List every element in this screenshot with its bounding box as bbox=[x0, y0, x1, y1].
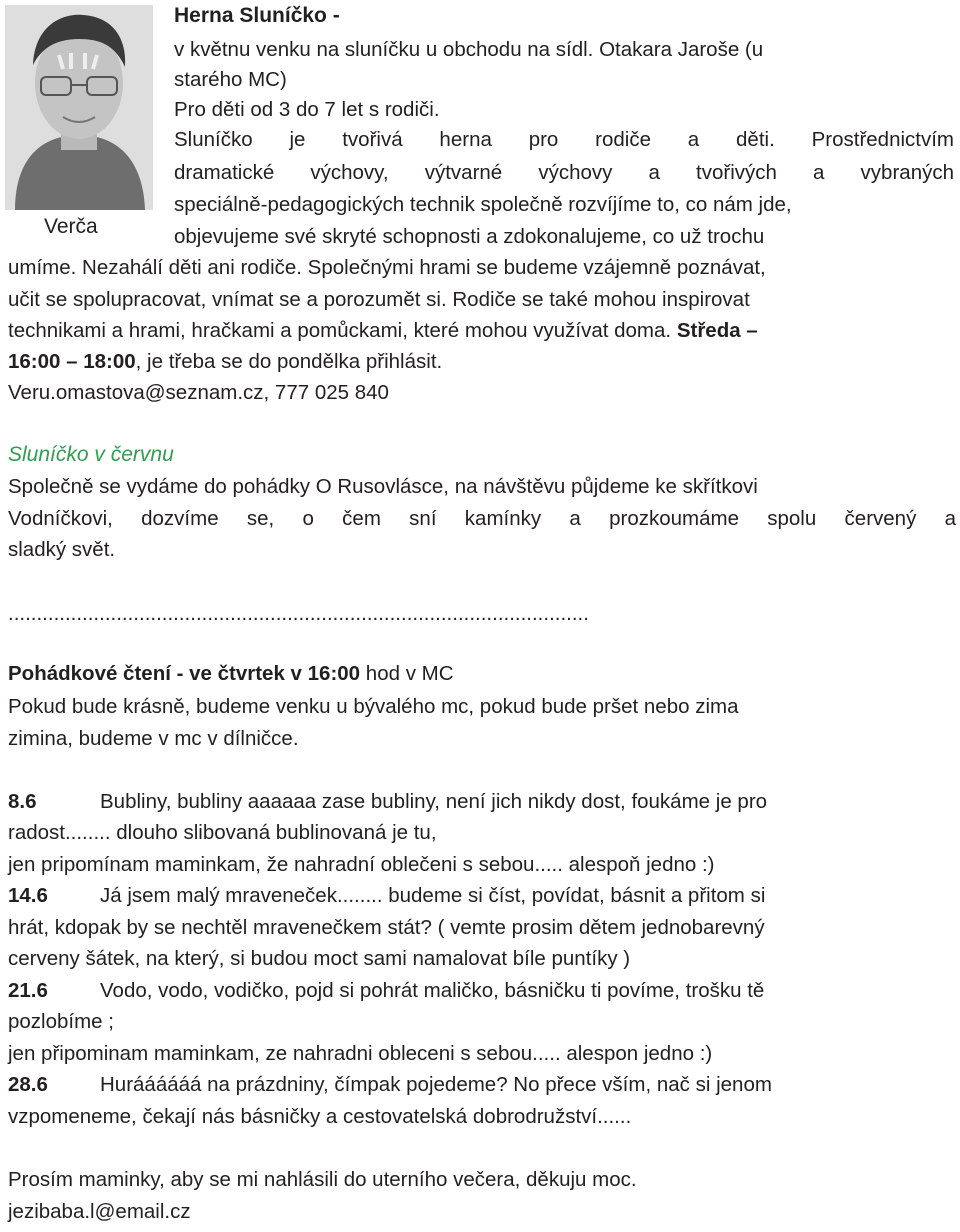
schedule-text: cerveny šátek, na který, si budou moct sami namalovat bíle puntíky ) bbox=[8, 947, 631, 970]
schedule-item: 8.6 Bubliny, bubliny aaaaaa zase bubliny, není jich nikdy dost, foukáme je pro bbox=[8, 790, 768, 813]
schedule-item: 21.6 Vodo, vodo, vodičko, pojd si pohrát maličko, básničku ti povíme, trošku tě bbox=[8, 979, 765, 1002]
herna-line: Pro děti od 3 do 7 let s rodiči. bbox=[174, 98, 440, 121]
herna-line: objevujeme své skryté schopnosti a zdokonalujeme, co už trochu bbox=[174, 225, 765, 248]
schedule-text: jen připominam maminkam, ze nahradni obleceni s sebou..... alespon jedno :) bbox=[8, 1042, 713, 1065]
cerven-line: Vodníčkovi, dozvíme se, o čem sní kamínky a prozkoumáme spolu červený a bbox=[8, 507, 956, 530]
schedule-text: radost........ dlouho slibovaná bublinovaná je tu, bbox=[8, 821, 437, 844]
herna-title: Herna Sluníčko - bbox=[174, 4, 340, 27]
herna-paragraph-line: umíme. Nezahálí děti ani rodiče. Společnými hrami se budeme vzájemně poznávat, bbox=[8, 256, 766, 279]
herna-line: starého MC) bbox=[174, 68, 287, 91]
schedule-date: 8.6 bbox=[8, 790, 37, 813]
herna-line: speciálně-pedagogických technik společně rozvíjíme to, co nám jde, bbox=[174, 193, 792, 216]
schedule-date: 14.6 bbox=[8, 884, 48, 907]
schedule-date: 28.6 bbox=[8, 1073, 48, 1096]
cerven-line: Společně se vydáme do pohádky O Rusovlásce, na návštěvu půjdeme ke skřítkovi bbox=[8, 475, 758, 498]
herna-line: dramatické výchovy, výtvarné výchovy a tvořivých a vybraných bbox=[174, 161, 954, 184]
herna-day: Středa – bbox=[676, 319, 758, 342]
herna-time: 16:00 – 18:00 bbox=[8, 350, 136, 373]
portrait-photo bbox=[5, 5, 153, 210]
schedule-text: jen pripomínam maminkam, že nahradní oblečeni s sebou..... alespoň jedno :) bbox=[8, 853, 715, 876]
schedule-text: hrát, kdopak by se nechtěl mravenečkem stát? ( vemte prosim dětem jednobarevný bbox=[8, 916, 765, 939]
cerven-line: sladký svět. bbox=[8, 538, 116, 561]
footer-note: Prosím maminky, aby se mi nahlásili do uterního večera, děkuju moc. bbox=[8, 1168, 637, 1191]
herna-line: Sluníčko je tvořivá herna pro rodiče a děti. Prostřednictvím bbox=[174, 128, 954, 151]
photo-caption: Verča bbox=[44, 215, 98, 238]
pohadkove-line: zimina, budeme v mc v dílničce. bbox=[8, 727, 299, 750]
schedule-item: 28.6 Huráááááá na prázdniny, čímpak pojedeme? No přece vším, nač si jenom bbox=[8, 1073, 772, 1096]
cerven-title: Sluníčko v červnu bbox=[8, 443, 174, 466]
schedule-date: 21.6 bbox=[8, 979, 48, 1002]
schedule-text: pozlobíme ; bbox=[8, 1010, 114, 1033]
divider: ...................................................................................................... bbox=[8, 602, 589, 625]
pohadkove-title: Pohádkové čtení - ve čtvrtek v 16:00 hod v MC bbox=[8, 662, 454, 685]
footer-email: jezibaba.l@email.cz bbox=[8, 1200, 191, 1223]
schedule-item: 14.6 Já jsem malý mraveneček........ budeme si číst, povídat, básnit a přitom si bbox=[8, 884, 766, 907]
herna-time-line: 16:00 – 18:00, je třeba se do pondělka přihlásit. bbox=[8, 350, 443, 373]
herna-line: v květnu venku na sluníčku u obchodu na sídl. Otakara Jaroše (u bbox=[174, 38, 764, 61]
pohadkove-line: Pokud bude krásně, budeme venku u bývalého mc, pokud bude pršet nebo zima bbox=[8, 695, 739, 718]
herna-paragraph-line: technikami a hrami, hračkami a pomůckami, které mohou využívat doma. Středa – bbox=[8, 319, 758, 342]
herna-paragraph-line: učit se spolupracovat, vnímat se a porozumět si. Rodiče se také mohou inspirovat bbox=[8, 288, 750, 311]
schedule-text: vzpomeneme, čekají nás básničky a cestovatelská dobrodružství...... bbox=[8, 1105, 632, 1128]
herna-contact: Veru.omastova@seznam.cz, 777 025 840 bbox=[8, 381, 389, 404]
